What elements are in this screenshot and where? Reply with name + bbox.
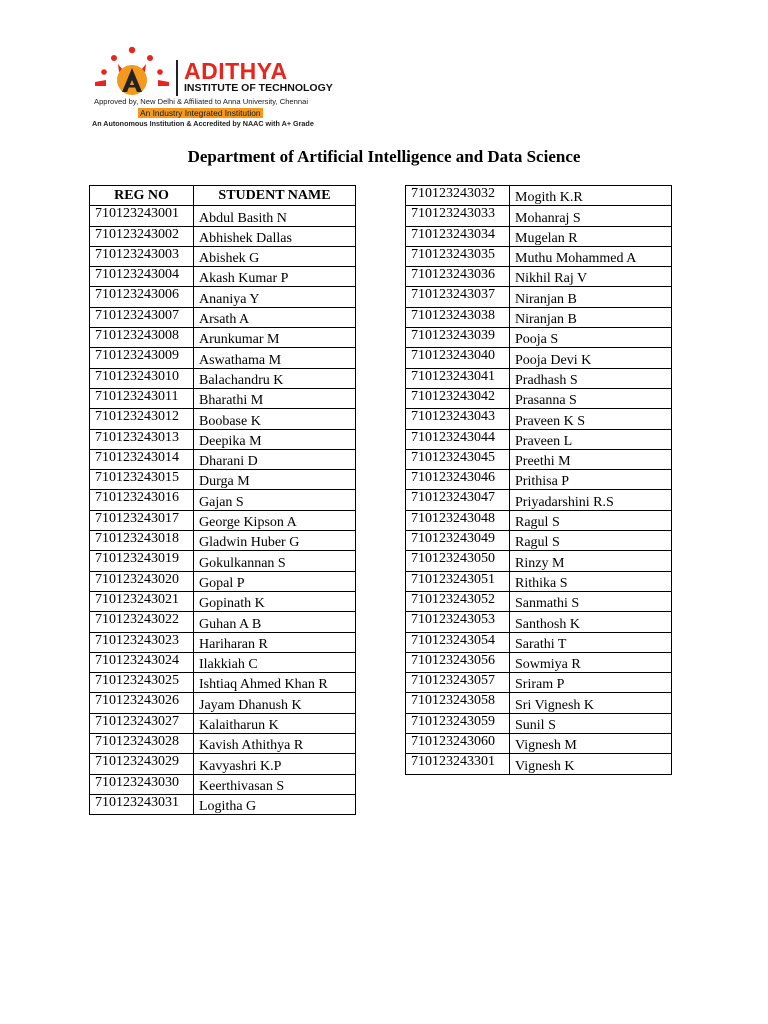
reg-no-cell: 710123243036 (406, 267, 510, 287)
student-name-cell: Pooja S (510, 328, 672, 348)
reg-no-cell: 710123243044 (406, 429, 510, 449)
student-name-cell: Gladwin Huber G (194, 531, 356, 551)
student-name-cell: Ananiya Y (194, 287, 356, 307)
student-name-cell: Sunil S (510, 713, 672, 733)
reg-no-cell: 710123243045 (406, 449, 510, 469)
student-name-cell: Praveen L (510, 429, 672, 449)
institution-logo (92, 44, 342, 130)
student-name-cell: Ragul S (510, 510, 672, 530)
table-row (406, 186, 672, 206)
student-name-cell: Prithisa P (510, 470, 672, 490)
brand-subtitle: INSTITUTE OF TECHNOLOGY (184, 82, 333, 94)
reg-no-cell: 710123243050 (406, 551, 510, 571)
reg-no-cell: 710123243006 (90, 287, 194, 307)
table-row (90, 571, 356, 591)
student-table-right-body (406, 186, 672, 775)
reg-no-cell: 710123243015 (90, 470, 194, 490)
student-name-cell: Kalaitharun K (194, 713, 356, 733)
student-name-cell: Keerthivasan S (194, 774, 356, 794)
table-row (406, 734, 672, 754)
reg-no-cell: 710123243051 (406, 571, 510, 591)
table-row (90, 267, 356, 287)
table-row (406, 632, 672, 652)
student-name-cell: Rithika S (510, 571, 672, 591)
student-name-cell: Nikhil Raj V (510, 267, 672, 287)
student-name-cell: Ilakkiah C (194, 652, 356, 672)
student-name-cell: Praveen K S (510, 409, 672, 429)
table-row (90, 388, 356, 408)
student-name-cell: Preethi M (510, 449, 672, 469)
reg-no-cell: 710123243057 (406, 673, 510, 693)
student-name-cell: Abishek G (194, 246, 356, 266)
reg-no-cell: 710123243058 (406, 693, 510, 713)
student-name-cell: Pradhash S (510, 368, 672, 388)
reg-no-cell: 710123243046 (406, 470, 510, 490)
reg-no-cell: 710123243031 (90, 794, 194, 814)
table-row (406, 531, 672, 551)
table-row (406, 713, 672, 733)
table-row (406, 652, 672, 672)
student-name-cell: Boobase K (194, 409, 356, 429)
reg-no-cell: 710123243301 (406, 754, 510, 774)
table-row (406, 490, 672, 510)
student-name-cell: Balachandru K (194, 368, 356, 388)
table-row (90, 734, 356, 754)
reg-no-cell: 710123243028 (90, 734, 194, 754)
table-row (90, 206, 356, 226)
student-name-cell: Sriram P (510, 673, 672, 693)
table-row (90, 287, 356, 307)
student-name-cell: Logitha G (194, 794, 356, 814)
student-table-right (405, 185, 672, 775)
student-name-cell: Santhosh K (510, 612, 672, 632)
table-row (406, 571, 672, 591)
reg-no-cell: 710123243002 (90, 226, 194, 246)
table-row (406, 754, 672, 774)
table-row (90, 673, 356, 693)
table-row (90, 794, 356, 814)
student-name-cell: Vignesh K (510, 754, 672, 774)
reg-no-cell: 710123243034 (406, 226, 510, 246)
table-row (90, 368, 356, 388)
reg-no-cell: 710123243009 (90, 348, 194, 368)
reg-no-cell: 710123243043 (406, 409, 510, 429)
table-row (90, 470, 356, 490)
student-name-cell: Gopal P (194, 571, 356, 591)
student-name-cell: Abhishek Dallas (194, 226, 356, 246)
reg-no-cell: 710123243014 (90, 449, 194, 469)
reg-no-cell: 710123243042 (406, 388, 510, 408)
table-row (406, 368, 672, 388)
student-table-left-body (90, 206, 356, 815)
table-row (90, 652, 356, 672)
reg-no-cell: 710123243047 (406, 490, 510, 510)
reg-no-header: REG NO (90, 186, 194, 206)
student-name-cell: Guhan A B (194, 612, 356, 632)
student-name-cell: Ishtiaq Ahmed Khan R (194, 673, 356, 693)
student-name-cell: Dharani D (194, 449, 356, 469)
student-name-cell: Prasanna S (510, 388, 672, 408)
student-table-left (89, 185, 356, 815)
student-name-header: STUDENT NAME (194, 186, 356, 206)
reg-no-cell: 710123243039 (406, 328, 510, 348)
reg-no-cell: 710123243023 (90, 632, 194, 652)
reg-no-cell: 710123243022 (90, 612, 194, 632)
table-row (90, 429, 356, 449)
student-name-cell: Rinzy M (510, 551, 672, 571)
reg-no-cell: 710123243060 (406, 734, 510, 754)
table-row (406, 551, 672, 571)
student-name-cell: Niranjan B (510, 287, 672, 307)
student-name-cell: Sanmathi S (510, 591, 672, 611)
reg-no-cell: 710123243027 (90, 713, 194, 733)
reg-no-cell: 710123243016 (90, 490, 194, 510)
table-row (90, 754, 356, 774)
student-name-cell: Ragul S (510, 531, 672, 551)
reg-no-cell: 710123243024 (90, 652, 194, 672)
department-title: Department of Artificial Intelligence and Data Science (187, 147, 581, 166)
student-name-cell: Hariharan R (194, 632, 356, 652)
approval-line: Approved by, New Delhi & Affiliated to Anna University, Chennai (94, 97, 309, 106)
student-name-cell: Gopinath K (194, 591, 356, 611)
table-row (90, 328, 356, 348)
reg-no-cell: 710123243026 (90, 693, 194, 713)
table-row (406, 470, 672, 490)
student-name-cell: Bharathi M (194, 388, 356, 408)
table-row (406, 673, 672, 693)
table-row (406, 591, 672, 611)
student-name-cell: Niranjan B (510, 307, 672, 327)
table-row (406, 246, 672, 266)
table-row (90, 531, 356, 551)
table-row (90, 693, 356, 713)
reg-no-cell: 710123243004 (90, 267, 194, 287)
table-row (90, 591, 356, 611)
student-name-cell: Priyadarshini R.S (510, 490, 672, 510)
table-row (90, 713, 356, 733)
table-row (406, 307, 672, 327)
table-row (90, 510, 356, 530)
student-name-cell: Akash Kumar P (194, 267, 356, 287)
table-row (406, 206, 672, 226)
table-row (90, 348, 356, 368)
table-row (90, 551, 356, 571)
student-name-cell: Jayam Dhanush K (194, 693, 356, 713)
student-name-cell: Pooja Devi K (510, 348, 672, 368)
student-name-cell: Vignesh M (510, 734, 672, 754)
table-row (406, 388, 672, 408)
student-name-cell: Kavyashri K.P (194, 754, 356, 774)
reg-no-cell: 710123243001 (90, 206, 194, 226)
reg-no-cell: 710123243048 (406, 510, 510, 530)
student-name-cell: George Kipson A (194, 510, 356, 530)
table-row (406, 510, 672, 530)
student-name-cell: Deepika M (194, 429, 356, 449)
reg-no-cell: 710123243033 (406, 206, 510, 226)
student-name-cell: Mohanraj S (510, 206, 672, 226)
table-row (406, 409, 672, 429)
reg-no-cell: 710123243054 (406, 632, 510, 652)
reg-no-cell: 710123243010 (90, 368, 194, 388)
table-row (406, 348, 672, 368)
reg-no-cell: 710123243049 (406, 531, 510, 551)
table-row (406, 287, 672, 307)
table-row (90, 612, 356, 632)
reg-no-cell: 710123243052 (406, 591, 510, 611)
reg-no-cell: 710123243041 (406, 368, 510, 388)
reg-no-cell: 710123243032 (406, 186, 510, 206)
student-name-cell: Durga M (194, 470, 356, 490)
adithya-emblem-icon (92, 44, 172, 100)
accreditation-line: An Autonomous Institution & Accredited by NAAC with A+ Grade (92, 119, 314, 128)
reg-no-cell: 710123243029 (90, 754, 194, 774)
table-row (90, 409, 356, 429)
student-name-cell: Gajan S (194, 490, 356, 510)
student-name-cell: Mogith K.R (510, 186, 672, 206)
reg-no-cell: 710123243030 (90, 774, 194, 794)
student-name-cell: Mugelan R (510, 226, 672, 246)
student-name-cell: Aswathama M (194, 348, 356, 368)
table-row (90, 490, 356, 510)
table-row (406, 226, 672, 246)
reg-no-cell: 710123243020 (90, 571, 194, 591)
table-header-row (90, 186, 356, 206)
reg-no-cell: 710123243038 (406, 307, 510, 327)
student-name-cell: Kavish Athithya R (194, 734, 356, 754)
reg-no-cell: 710123243025 (90, 673, 194, 693)
reg-no-cell: 710123243053 (406, 612, 510, 632)
student-name-cell: Muthu Mohammed A (510, 246, 672, 266)
student-name-cell: Gokulkannan S (194, 551, 356, 571)
industry-tag: An Industry Integrated Institution (140, 108, 261, 118)
table-row (406, 328, 672, 348)
table-row (406, 449, 672, 469)
table-row (90, 226, 356, 246)
reg-no-cell: 710123243059 (406, 713, 510, 733)
table-row (406, 612, 672, 632)
reg-no-cell: 710123243008 (90, 328, 194, 348)
student-name-cell: Sri Vignesh K (510, 693, 672, 713)
student-name-cell: Abdul Basith N (194, 206, 356, 226)
reg-no-cell: 710123243017 (90, 510, 194, 530)
reg-no-cell: 710123243037 (406, 287, 510, 307)
reg-no-cell: 710123243012 (90, 409, 194, 429)
student-name-cell: Sowmiya R (510, 652, 672, 672)
reg-no-cell: 710123243035 (406, 246, 510, 266)
reg-no-cell: 710123243013 (90, 429, 194, 449)
student-name-cell: Sarathi T (510, 632, 672, 652)
reg-no-cell: 710123243011 (90, 388, 194, 408)
brand-title: ADITHYA (184, 58, 288, 84)
logo-divider (176, 60, 178, 96)
reg-no-cell: 710123243056 (406, 652, 510, 672)
table-row (90, 632, 356, 652)
reg-no-cell: 710123243019 (90, 551, 194, 571)
reg-no-cell: 710123243021 (90, 591, 194, 611)
student-name-cell: Arsath A (194, 307, 356, 327)
reg-no-cell: 710123243040 (406, 348, 510, 368)
reg-no-cell: 710123243007 (90, 307, 194, 327)
table-row (90, 774, 356, 794)
student-name-cell: Arunkumar M (194, 328, 356, 348)
table-row (90, 449, 356, 469)
table-row (406, 693, 672, 713)
table-row (90, 307, 356, 327)
reg-no-cell: 710123243018 (90, 531, 194, 551)
table-row (406, 267, 672, 287)
table-row (406, 429, 672, 449)
table-row (90, 246, 356, 266)
reg-no-cell: 710123243003 (90, 246, 194, 266)
